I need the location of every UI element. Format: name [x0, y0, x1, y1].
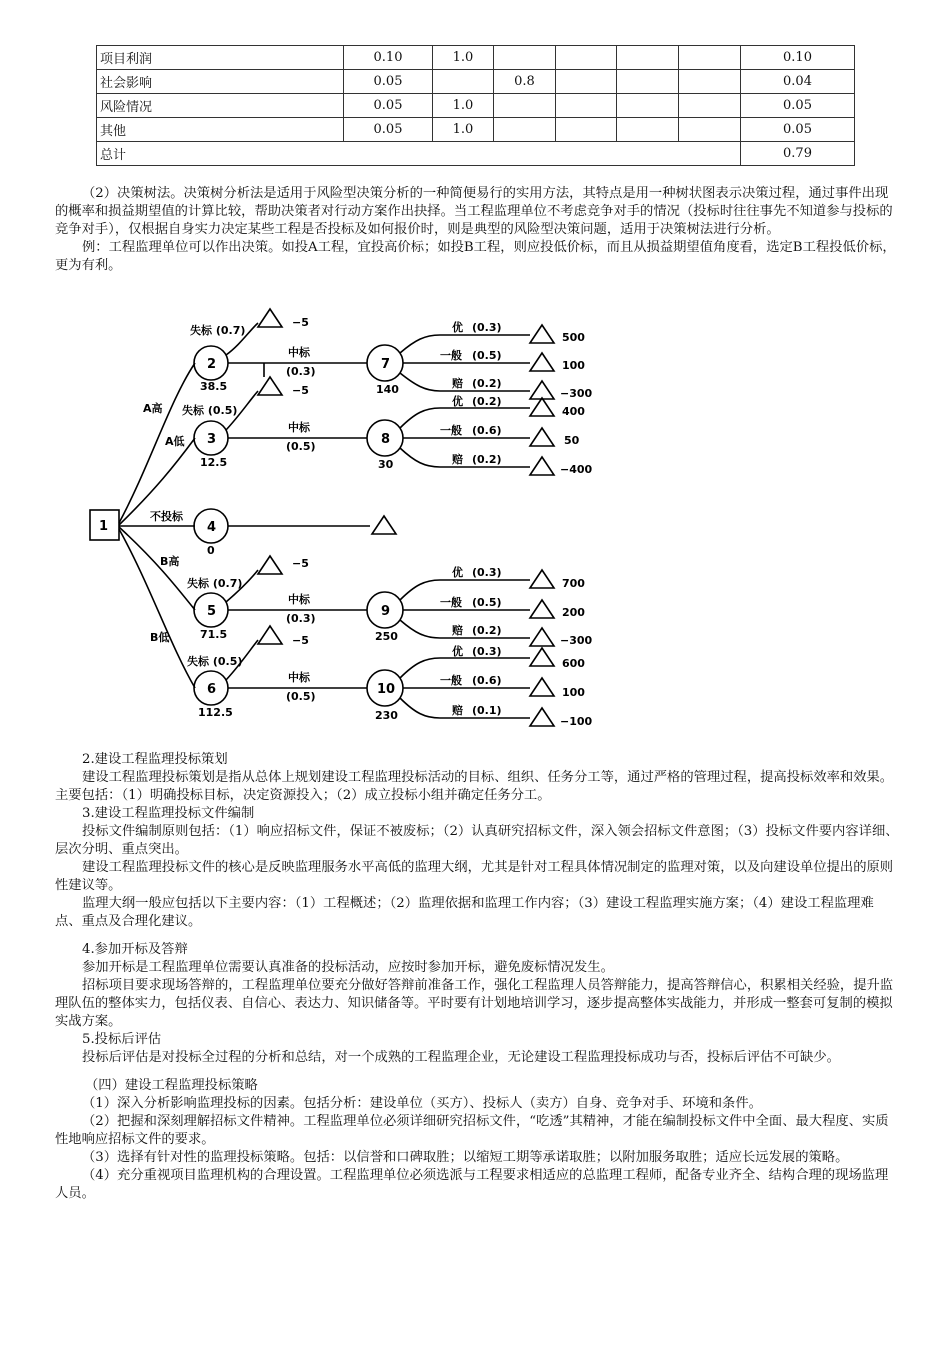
spacer — [55, 1067, 900, 1077]
table-cell — [556, 118, 617, 142]
branch-label: 中标 — [288, 421, 310, 434]
node-label: 7 — [381, 357, 391, 372]
branch-label: (0.3) — [286, 365, 316, 378]
outcome-label: 赔 — [452, 377, 463, 390]
outcome-prob: (0.5) — [472, 596, 502, 609]
sum-label: 总计 — [97, 142, 741, 166]
terminal-value: −5 — [292, 384, 309, 397]
outcome-prob: (0.6) — [472, 674, 502, 687]
expected-value: 140 — [376, 383, 399, 396]
row-label: 风险情况 — [97, 94, 344, 118]
node-label: 3 — [207, 432, 217, 447]
terminal-node — [530, 428, 554, 446]
table-cell: 0.04 — [741, 70, 855, 94]
table-cell — [617, 46, 679, 70]
paragraph: 建设工程监理投标策划是指从总体上规划建设工程监理投标活动的目标、组织、任务分工等，通过严格的管理过程，提高投标效率和效果。主要包括：（1）明确投标目标，决定资源投入；（2）成立投标小组并确定任务分工。 — [55, 770, 894, 803]
paragraph: 投标后评估是对投标全过程的分析和总结，对一个成熟的工程监理企业，无论建设工程监理投标成功与否，投标后评估不可缺少。 — [82, 1050, 840, 1065]
node-label: 8 — [381, 432, 391, 447]
table-row — [97, 118, 855, 142]
paragraph: （3）选择有针对性的监理投标策略。包括：以信誉和口碑取胜；以缩短工期等承诺取胜；以附加服务取胜；适应长远发展的策略。 — [82, 1150, 849, 1165]
expected-value: 30 — [378, 458, 394, 471]
terminal-value: −5 — [292, 634, 309, 647]
node-label: 1 — [99, 519, 109, 534]
branch-label: (0.5) — [286, 440, 316, 453]
terminal-node — [530, 678, 554, 696]
outcome-prob: (0.2) — [472, 453, 502, 466]
branch-label: 失标 (0.5) — [187, 655, 243, 668]
outcome-line — [400, 373, 530, 391]
paragraph: 建设工程监理投标文件的核心是反映监理服务水平高低的监理大纲，尤其是针对工程具体情况制定的监理对策，以及向建设单位提出的原则性建议等。 — [55, 860, 894, 893]
table-cell — [617, 70, 679, 94]
outcome-label: 优 — [452, 321, 463, 334]
sum-value: 0.79 — [741, 142, 855, 166]
table-cell: 1.0 — [433, 118, 494, 142]
outcome-line — [400, 448, 530, 467]
outcome-line — [400, 658, 530, 678]
node-label: 9 — [381, 604, 391, 619]
branch-label: (0.5) — [286, 690, 316, 703]
table-cell — [556, 46, 617, 70]
branch-label: A高 — [143, 402, 163, 415]
table-row — [97, 46, 855, 70]
table-row — [97, 70, 855, 94]
table-cell: 0.05 — [344, 70, 433, 94]
outcome-prob: (0.2) — [472, 377, 502, 390]
node-label: 10 — [377, 682, 396, 697]
terminal-node — [530, 457, 554, 475]
terminal-node — [372, 516, 396, 534]
branch-label: (0.3) — [286, 612, 316, 625]
evaluation-table — [96, 45, 855, 166]
outcome-prob: (0.5) — [472, 349, 502, 362]
terminal-node — [530, 381, 554, 399]
node-label: 5 — [207, 604, 217, 619]
table-row — [97, 94, 855, 118]
branch-label: B高 — [160, 555, 180, 568]
terminal-value: 600 — [562, 657, 585, 670]
paragraph: 监理大纲一般应包括以下主要内容：（1）工程概述；（2）监理依据和监理工作内容；（3）建设工程监理实施方案；（4）建设工程监理难点、重点及合理化建议。 — [55, 896, 874, 929]
table-cell: 1.0 — [433, 94, 494, 118]
expected-value: 12.5 — [200, 456, 228, 469]
paragraph: （2）把握和深刻理解招标文件精神。工程监理单位必须详细研究招标文件，“吃透”其精神，才能在编制投标文件中全面、最大程度、实质性地响应招标文件的要求。 — [55, 1114, 889, 1147]
row-label: 社会影响 — [97, 70, 344, 94]
terminal-node — [530, 325, 554, 343]
branch-label: A低 — [165, 435, 185, 448]
section-heading: 5.投标后评估 — [82, 1032, 162, 1047]
terminal-node — [530, 628, 554, 646]
outcome-label: 优 — [452, 645, 463, 658]
branch-label: 失标 (0.7) — [187, 577, 243, 590]
table-cell — [556, 94, 617, 118]
paragraph: 招标项目要求现场答辩的，工程监理单位要充分做好答辩前准备工作，强化工程监理人员答辩能力，提高答辩信心，积累相关经验，提升监理队伍的整体实力，包括仪表、自信心、表达力、知识储备等。平时要有计划地培训学习，逐步提高整体实战能力，并形成一整套可复制的模拟实战方案。 — [55, 978, 894, 1029]
outcome-label: 一般 — [440, 596, 462, 609]
paragraph: （4）充分重视项目监理机构的合理设置。工程监理单位必须选派与工程要求相适应的总监理工程师，配备专业齐全、结构合理的现场监理人员。 — [55, 1168, 889, 1201]
section-heading: （四）建设工程监理投标策略 — [85, 1078, 258, 1093]
terminal-node — [530, 648, 554, 666]
node-label: 6 — [207, 682, 217, 697]
terminal-node — [258, 309, 282, 327]
branch-label: 中标 — [288, 593, 310, 606]
terminal-value: −400 — [560, 463, 593, 476]
expected-value: 0 — [207, 544, 215, 557]
row-label: 其他 — [97, 118, 344, 142]
table-cell — [679, 70, 741, 94]
terminal-node — [530, 708, 554, 726]
outcome-prob: (0.2) — [472, 624, 502, 637]
node-label: 4 — [207, 520, 217, 535]
table-cell — [494, 94, 556, 118]
branch-label: 失标 (0.5) — [182, 404, 238, 417]
table-cell — [494, 46, 556, 70]
branch-label: 中标 — [288, 346, 310, 359]
section-heading: 2.建设工程监理投标策划 — [82, 752, 228, 767]
branch-label: B低 — [150, 631, 170, 644]
terminal-value: −300 — [560, 634, 593, 647]
outcome-label: 一般 — [440, 424, 462, 437]
terminal-node — [530, 353, 554, 371]
outcome-label: 一般 — [440, 674, 462, 687]
outcome-prob: (0.3) — [472, 566, 502, 579]
outcome-prob: (0.2) — [472, 395, 502, 408]
branch-label: 失标 (0.7) — [190, 324, 246, 337]
terminal-value: 50 — [564, 434, 580, 447]
outcome-label: 优 — [452, 395, 463, 408]
terminal-value: −100 — [560, 715, 593, 728]
table-cell: 0.05 — [741, 118, 855, 142]
table-cell: 0.10 — [741, 46, 855, 70]
terminal-node — [530, 398, 554, 416]
expected-value: 230 — [375, 709, 398, 722]
expected-value: 112.5 — [198, 706, 233, 719]
paragraph: 参加开标是工程监理单位需要认真准备的投标活动，应按时参加开标，避免废标情况发生。 — [82, 960, 614, 975]
terminal-value: 400 — [562, 405, 585, 418]
terminal-value: −5 — [292, 316, 309, 329]
terminal-node — [258, 377, 282, 395]
terminal-value: 100 — [562, 686, 585, 699]
outcome-line — [400, 620, 530, 638]
table-cell — [679, 118, 741, 142]
terminal-value: −5 — [292, 557, 309, 570]
table-cell — [556, 70, 617, 94]
table-cell: 0.05 — [344, 118, 433, 142]
branch-label: 中标 — [288, 671, 310, 684]
table-cell: 1.0 — [433, 46, 494, 70]
terminal-value: 700 — [562, 577, 585, 590]
table-cell — [617, 118, 679, 142]
outcome-line — [400, 335, 530, 353]
spacer — [55, 931, 900, 941]
table-cell: 0.05 — [344, 94, 433, 118]
table-cell — [679, 46, 741, 70]
table-sum-row — [97, 142, 855, 166]
expected-value: 71.5 — [200, 628, 228, 641]
outcome-label: 赔 — [452, 704, 463, 717]
branch-line — [119, 529, 195, 688]
outcome-prob: (0.6) — [472, 424, 502, 437]
node-label: 2 — [207, 357, 217, 372]
section-heading: 3.建设工程监理投标文件编制 — [82, 806, 255, 821]
section-heading: 4.参加开标及答辩 — [82, 942, 188, 957]
terminal-node — [530, 600, 554, 618]
body-text — [55, 751, 900, 1203]
outcome-line — [400, 580, 530, 600]
table-cell: 0.8 — [494, 70, 556, 94]
table-cell — [679, 94, 741, 118]
outcome-label: 优 — [452, 566, 463, 579]
terminal-value: −300 — [560, 387, 593, 400]
outcome-prob: (0.3) — [472, 321, 502, 334]
table-cell: 0.10 — [344, 46, 433, 70]
branch-line — [119, 527, 195, 610]
paragraph: （1）深入分析影响监理投标的因素。包括分析：建设单位（买方）、投标人（卖方）自身、竞争对手、环境和条件。 — [82, 1096, 762, 1111]
terminal-node — [530, 570, 554, 588]
expected-value: 250 — [375, 630, 398, 643]
paragraph: 投标文件编制原则包括：（1）响应招标文件，保证不被废标；（2）认真研究招标文件，深入领会招标文件意图；（3）投标文件要内容详细、层次分明、重点突出。 — [55, 824, 899, 857]
terminal-node — [258, 556, 282, 574]
terminal-node — [258, 626, 282, 644]
paragraph: 例：工程监理单位可以作出决策。如投A工程，宜投高价标；如投B工程，则应投低价标，而且从损益期望值角度看，选定B工程投低价标，更为有利。 — [55, 240, 896, 273]
outcome-label: 赔 — [452, 624, 463, 637]
outcome-prob: (0.1) — [472, 704, 502, 717]
decision-tree-diagram — [80, 305, 600, 730]
terminal-value: 200 — [562, 606, 585, 619]
table-cell — [433, 70, 494, 94]
outcome-prob: (0.3) — [472, 645, 502, 658]
intro-text — [55, 185, 900, 275]
expected-value: 38.5 — [200, 380, 228, 393]
paragraph: （2）决策树法。决策树分析法是适用于风险型决策分析的一种简便易行的实用方法，其特点是用一种树状图表示决策过程，通过事件出现的概率和损益期望值的计算比较，帮助决策者对行动方案作出抉择。当工程监理单位不考虑竞争对手的情况（投标时往往事先不知道参与投标的竞争对手），仅根据自身实力决定某些工程是否投标及如何报价时，则是典型的风险型决策问题，适用于决策树法进行分析。 — [55, 186, 893, 237]
table-cell: 0.05 — [741, 94, 855, 118]
table-cell — [617, 94, 679, 118]
outcome-line — [400, 698, 530, 718]
branch-label: 不投标 — [150, 510, 183, 523]
outcome-line — [400, 408, 530, 428]
table-cell — [494, 118, 556, 142]
outcome-label: 赔 — [452, 453, 463, 466]
outcome-label: 一般 — [440, 349, 462, 362]
row-label: 项目利润 — [97, 46, 344, 70]
terminal-value: 500 — [562, 331, 585, 344]
terminal-value: 100 — [562, 359, 585, 372]
